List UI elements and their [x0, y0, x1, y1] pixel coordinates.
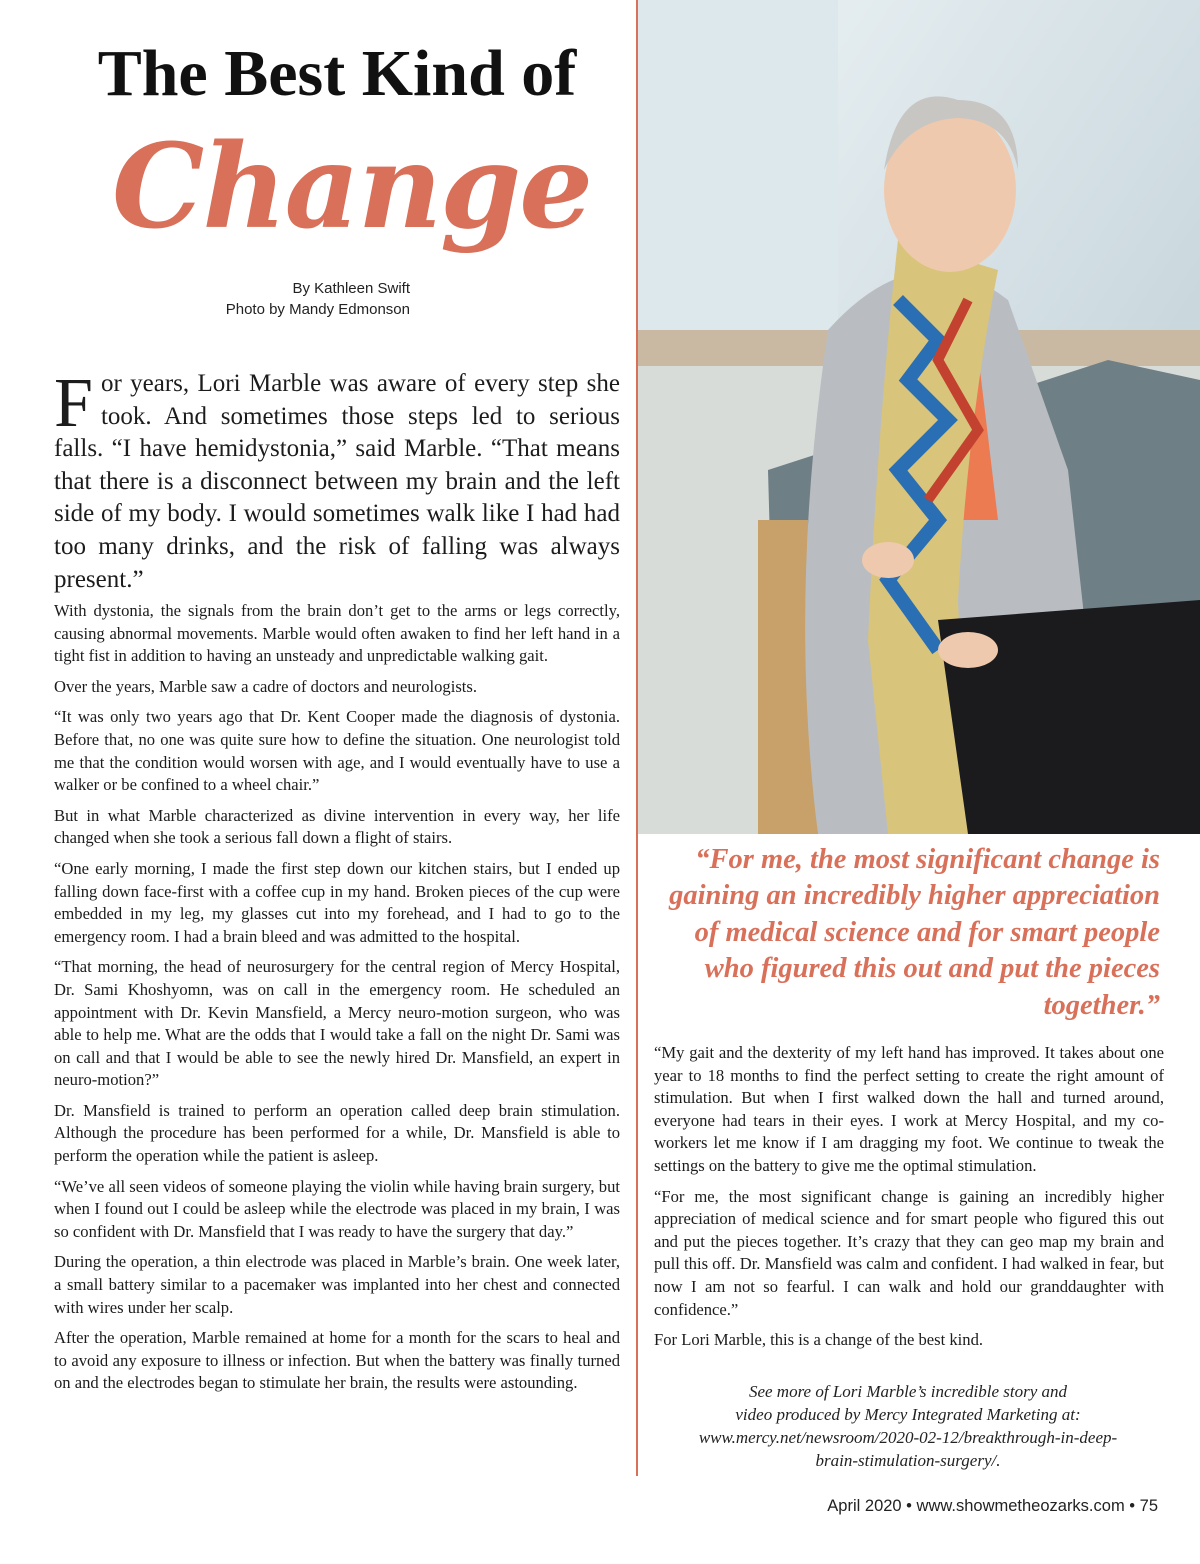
pull-quote: “For me, the most significant change is gaining an incredibly higher appreciation of medical science and for smart people who figured this out and put the pieces together.”: [669, 844, 1160, 1021]
body-column-right: [654, 1042, 1164, 1360]
byline: [150, 278, 410, 320]
paragraph: “It was only two years ago that Dr. Kent Cooper made the diagnosis of dystonia. Before that, no one was quite sure how to define the situation. One neurologist told me that the condition would worsen with age, and I would eventually have to use a walker or be confined to a wheel chair.”: [54, 707, 620, 795]
paragraph: For Lori Marble, this is a change of the best kind.: [654, 1330, 984, 1350]
see-more-link[interactable]: www.mercy.net/newsroom/2020-02-12/breakthrough-in-deep-: [698, 1428, 1118, 1447]
see-more-note: [648, 1380, 1168, 1472]
byline-author: By Kathleen Swift: [292, 280, 410, 297]
article-title-script-word: Change: [112, 119, 592, 255]
lead-paragraph: [54, 365, 620, 596]
paragraph: But in what Marble characterized as divine intervention in every way, her life changed when she took a serious fall down a flight of stairs.: [54, 805, 620, 848]
paragraph: “That morning, the head of neurosurgery for the central region of Mercy Hospital, Dr. Sami Khoshyomn, was on call in the emergency room. He scheduled an appointment with Dr. Kevin Mansfield, a Mercy neuro-motion surgeon, who was able to help me. What are the odds that I would take a fall on the night Dr. Sami was on call and that I would be able to see the newly hired Dr. Mansfield, an expert in neuro-motion?”: [54, 957, 620, 1090]
paragraph: “One early morning, I made the first step down our kitchen stairs, but I ended up falling down face-first with a coffee cup in my hand. Broken pieces of the cup were embedded in my leg, my glasses cut into my forehead, and I had to go to the emergency room. I had a brain bleed and was admitted to the hospital.: [54, 858, 620, 946]
see-more-link-continued[interactable]: brain-stimulation-surgery/.: [815, 1451, 1001, 1470]
paragraph: “My gait and the dexterity of my left hand has improved. It takes about one year to 18 months to find the perfect setting to create the right amount of stimulation. But when I first walked down the hall and turned around, everyone had tears in their eyes. I work at Mercy Hospital, and my co-workers let me know if I am dragging my foot. We continue to tweak the settings on the battery to give me the optimal stimulation.: [654, 1043, 1164, 1175]
paragraph: Dr. Mansfield is trained to perform an operation called deep brain stimulation. Although the procedure has been performed for a while, Dr. Mansfield is able to perform the operation while the patient is asleep.: [54, 1100, 620, 1166]
paragraph: With dystonia, the signals from the brain don’t get to the arms or legs correctly, causing abnormal movements. Marble would often awaken to find her left hand in a tight fist in addition to having an unsteady and unpredictable walking gait.: [54, 601, 620, 666]
drop-cap: F: [54, 365, 93, 442]
paragraph: During the operation, a thin electrode was placed in Marble’s brain. One week later, a small battery similar to a pacemaker was implanted into her chest and connected with wires under her scalp.: [54, 1252, 620, 1317]
page-footer: April 2020 • www.showmetheozarks.com • 75: [827, 1497, 1158, 1515]
byline-photo-credit: Photo by Mandy Edmonson: [225, 301, 410, 318]
article-title: The Best Kind of: [97, 37, 577, 110]
paragraph: Over the years, Marble saw a cadre of doctors and neurologists.: [54, 676, 477, 696]
lead-text: or years, Lori Marble was aware of every step she took. And sometimes those steps led to serious falls. “I have hemidystonia,” said Marble. “That means that there is a disconnect between my brain and the left side of my body. I would sometimes walk like I had had too many drinks, and the risk of falling was always present.”: [54, 370, 620, 593]
paragraph: “We’ve all seen videos of someone playing the violin while having brain surgery, but when I found out I could be asleep while the electrode was placed in my brain, I was so confident with Dr. Mansfield that I was ready to have the surgery that day.”: [54, 1176, 620, 1241]
portrait-illustration: [638, 0, 1200, 834]
paragraph: After the operation, Marble remained at home for a month for the scars to heal and to avoid any exposure to illness or infection. But when the battery was finally turned on and the electrodes began to stimulate her brain, the results were astounding.: [54, 1328, 620, 1393]
portrait-photo: [638, 0, 1200, 834]
paragraph: “For me, the most significant change is gaining an incredibly higher appreciation of medical science and for smart people who figured this out and put the pieces together. It’s crazy that they can geo map my brain and pull this off. Dr. Mansfield was calm and confident. I had walked in fear, but now I am not so fearful. I can walk and hold our granddaughter with confidence.”: [654, 1186, 1164, 1319]
body-column-left: [54, 600, 620, 1403]
see-more-line: See more of Lori Marble’s incredible story and: [748, 1382, 1068, 1401]
see-more-line: video produced by Mercy Integrated Marketing at:: [735, 1405, 1081, 1424]
